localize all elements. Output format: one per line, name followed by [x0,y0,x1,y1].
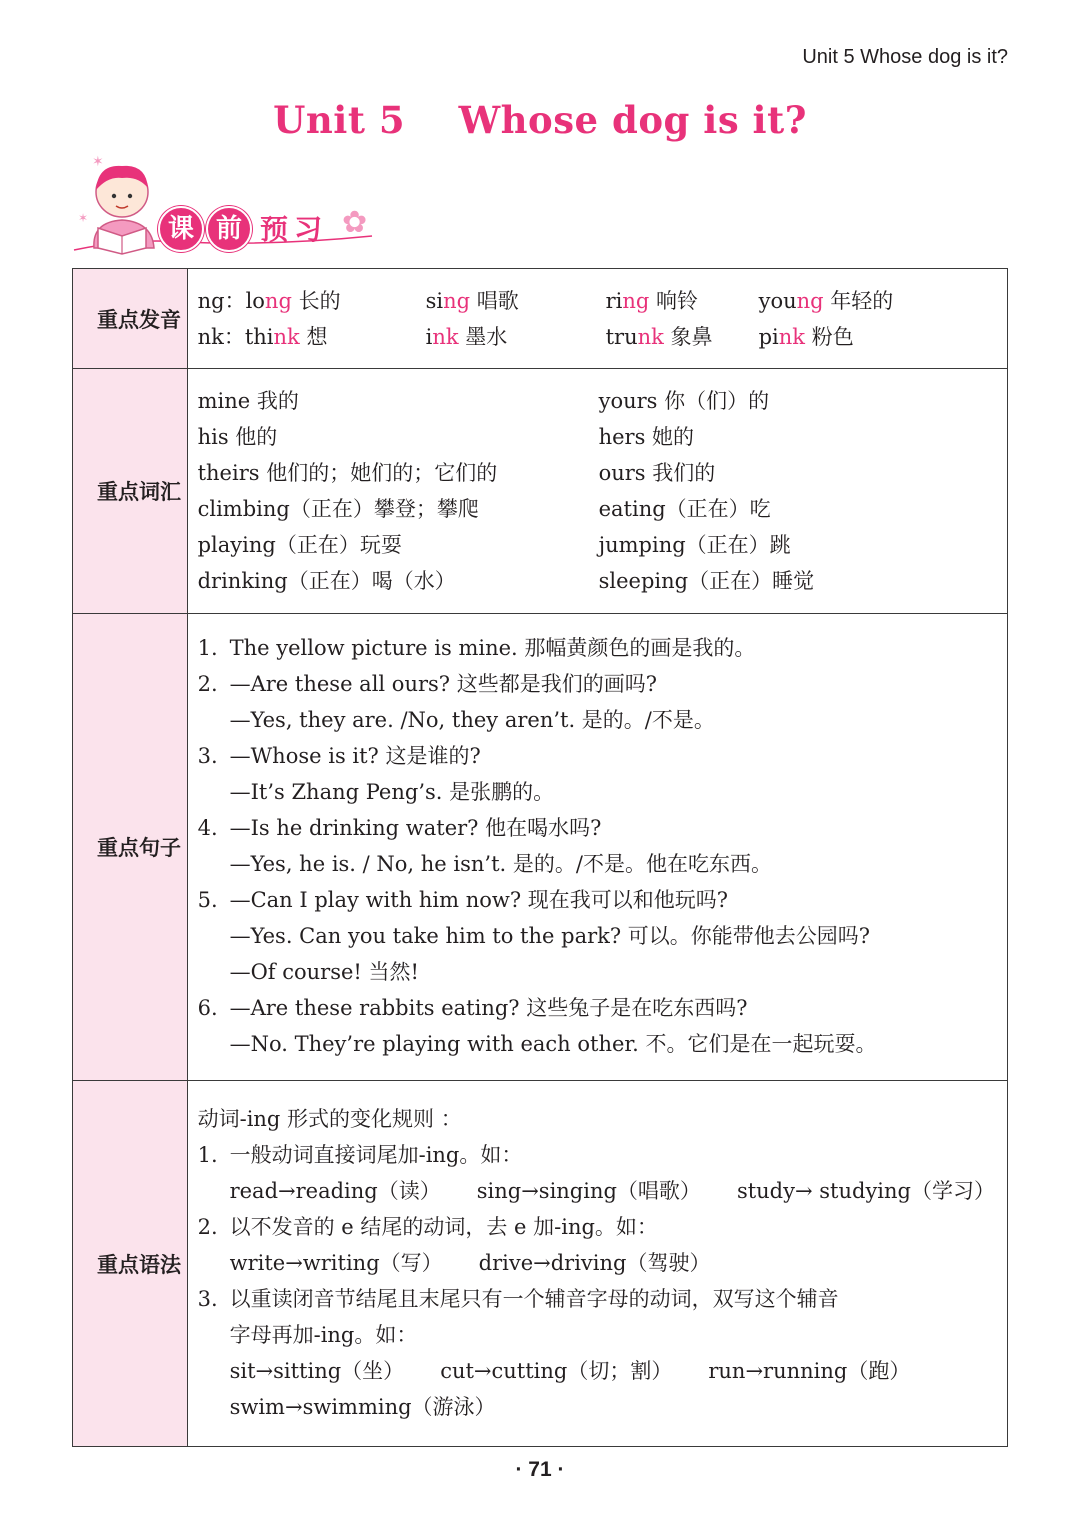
banner-char: 习 [294,213,329,246]
vocab-line [198,563,995,599]
pronunciation-line [198,319,995,355]
pron-item: ring 响铃 [605,289,699,313]
running-header: Unit 5 Whose dog is it? [802,46,1008,68]
svg-text:✶: ✶ [78,211,89,225]
pron-item: pink 粉色 [758,325,854,349]
grammar-examples [198,1353,995,1389]
pron-item: trunk 象鼻 [605,325,713,349]
grammar-rule: 2. 以不发音的 e 结尾的动词，去 e 加-ing。如： [197,1215,658,1239]
pron-item: young 年轻的 [758,289,894,313]
vocabulary-content [187,369,1007,614]
pronunciation-label: 重点发音 [73,269,188,369]
vocab-item: theirs 他们的；她们的；它们的 [197,461,498,485]
vocab-line [198,419,995,455]
unit-title: Unit 5 Whose dog is it? [273,98,807,142]
grammar-example: cut→cutting（切；割） [440,1359,673,1383]
pron-item: ng：long 长的 [197,289,341,313]
svg-text:✶: ✶ [92,154,104,170]
pron-item: ink 墨水 [425,325,508,349]
grammar-content [187,1081,1007,1447]
banner-char: 前 [206,206,252,252]
sentence-line: —Yes. Can you take him to the park? 可以。你能带他去公园吗? [229,924,871,948]
sentence-line: 6. —Are these rabbits eating? 这些兔子是在吃东西吗? [197,996,748,1020]
vocab-item: ours 我们的 [598,461,716,485]
pron-item: nk：think 想 [197,325,328,349]
sentence-line: —Yes, he is. / No, he isn’t. 是的。/不是。他在吃东西。 [229,852,772,876]
grammar-example: run→running（跑） [708,1359,911,1383]
vocabulary-row [73,369,1008,614]
grammar-example: sit→sitting（坐） [229,1359,405,1383]
vocab-item: yours 你（们）的 [598,389,770,413]
svg-text:✿: ✿ [342,205,368,240]
grammar-rule-cont: 字母再加-ing。如： [229,1323,418,1347]
sentences-label: 重点句子 [73,614,188,1081]
grammar-example: study→ studying（学习） [736,1179,995,1203]
sentence-line: 4. —Is he drinking water? 他在喝水吗? [197,816,602,840]
vocab-line [198,527,995,563]
vocab-line [198,491,995,527]
pronunciation-row [73,269,1008,369]
preview-table [72,268,1008,1447]
grammar-example: write→writing（写） [229,1251,443,1275]
vocab-item: sleeping（正在）睡觉 [598,569,815,593]
vocabulary-label: 重点词汇 [73,369,188,614]
pron-item: sing 唱歌 [425,289,519,313]
vocab-item: eating（正在）吃 [598,497,771,521]
sentence-line: 2. —Are these all ours? 这些都是我们的画吗? [197,672,657,696]
vocab-item: jumping（正在）跳 [598,533,791,557]
sentence-line: —Of course! 当然! [229,960,419,984]
banner-char: 预 [260,213,295,246]
sentence-line: 1. The yellow picture is mine. 那幅黄颜色的画是我的。 [197,636,756,660]
section-banner [158,206,358,250]
sentence-line: 5. —Can I play with him now? 现在我可以和他玩吗? [197,888,729,912]
vocab-item: his 他的 [197,425,278,449]
pronunciation-line [198,283,995,319]
vocab-item: mine 我的 [197,389,299,413]
grammar-example: drive→driving（驾驶） [478,1251,711,1275]
vocab-line [198,455,995,491]
vocab-item: climbing（正在）攀登；攀爬 [197,497,479,521]
vocab-item: hers 她的 [598,425,695,449]
grammar-examples [198,1173,995,1209]
sentence-line: —Yes, they are. /No, they aren’t. 是的。/不是。 [229,708,715,732]
vocab-line [198,383,995,419]
banner-char: 课 [158,206,204,252]
sentence-line: —No. They’re playing with each other. 不。它们是在一起玩耍。 [229,1032,877,1056]
page-number: · 71 · [515,1458,565,1481]
grammar-example: swim→swimming（游泳） [229,1395,496,1419]
grammar-row [73,1081,1008,1447]
vocab-item: playing（正在）玩耍 [197,533,402,557]
sentence-line: —It’s Zhang Peng’s. 是张鹏的。 [229,780,555,804]
grammar-intro: 动词-ing 形式的变化规则 ： [197,1107,462,1131]
sentence-line: 3. —Whose is it? 这是谁的? [197,744,481,768]
grammar-examples [198,1245,995,1281]
grammar-example: read→reading（读） [229,1179,441,1203]
grammar-rule: 3. 以重读闭音节结尾且末尾只有一个辅音字母的动词，双写这个辅音 [197,1287,839,1311]
pronunciation-content [187,269,1007,369]
vocab-item: drinking（正在）喝（水） [197,569,456,593]
sentences-row [73,614,1008,1081]
sentences-content [187,614,1007,1081]
grammar-rule: 1. 一般动词直接词尾加-ing。如： [197,1143,523,1167]
grammar-examples [198,1389,995,1425]
grammar-example: sing→singing（唱歌） [476,1179,701,1203]
grammar-label: 重点语法 [73,1081,188,1447]
